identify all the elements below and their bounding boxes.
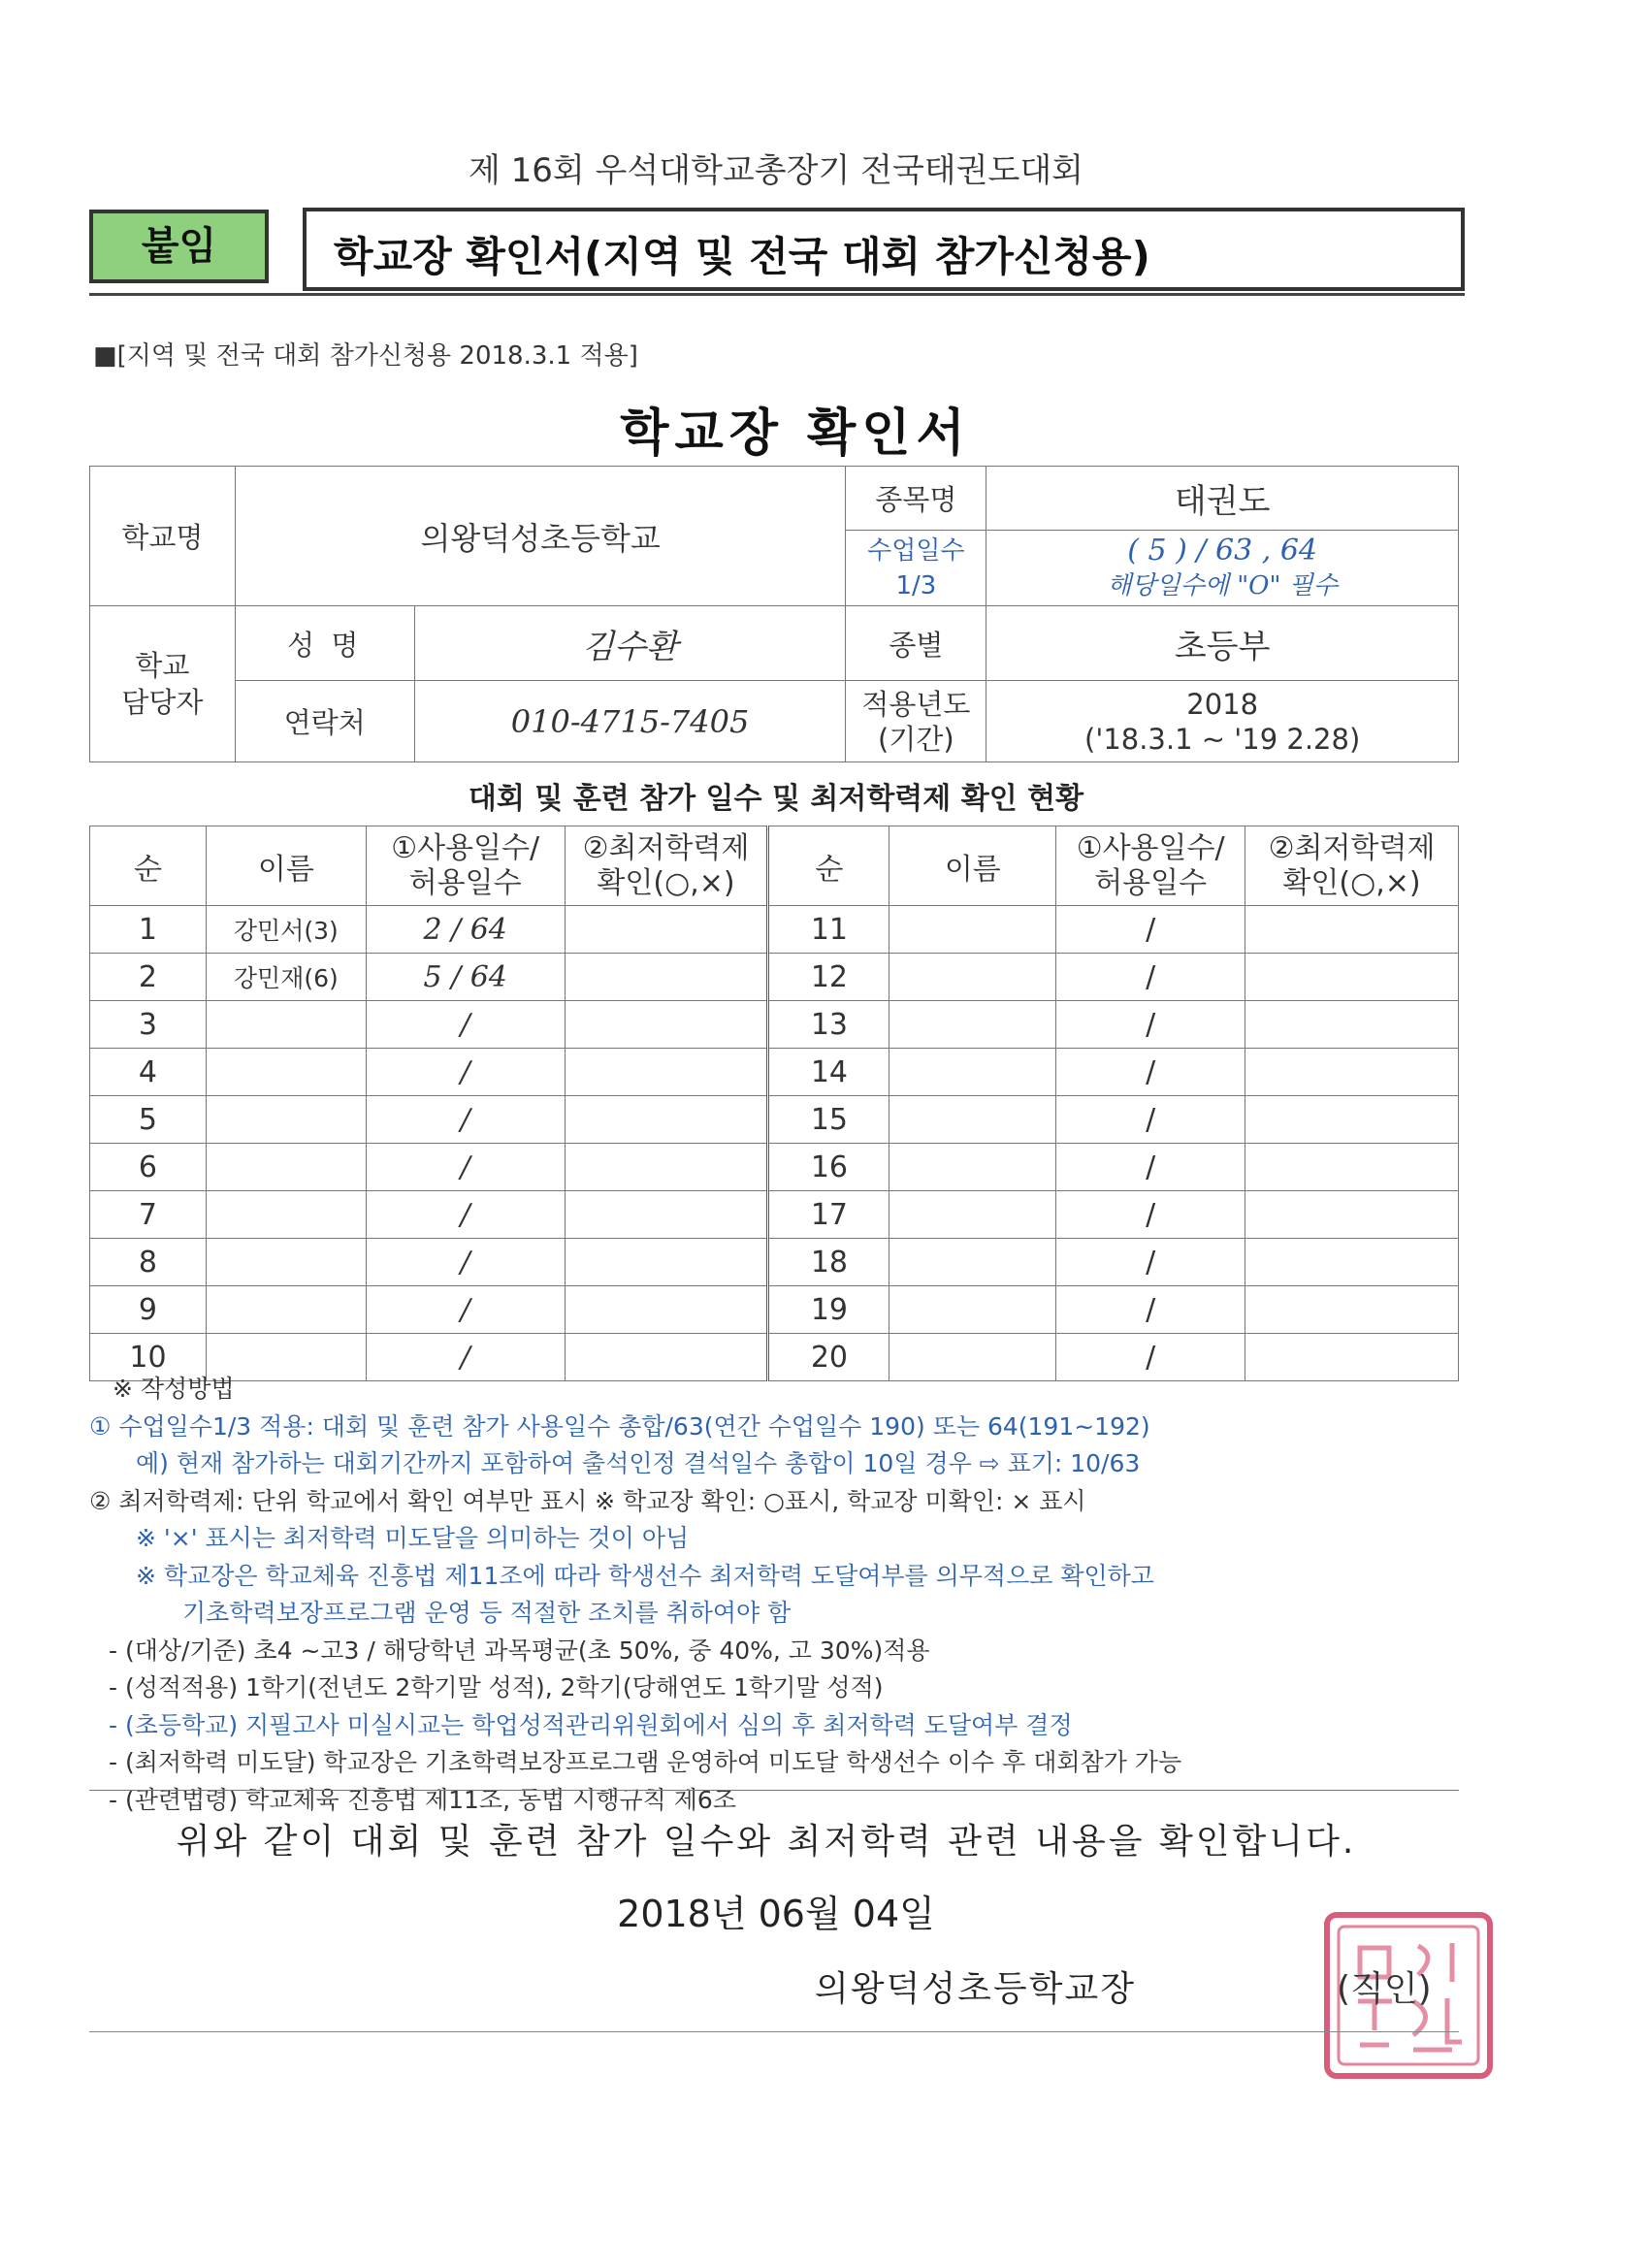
- table-row: [90, 1096, 1459, 1144]
- days-label-line2: 1/3: [895, 570, 937, 600]
- row-no: 20: [768, 1334, 889, 1381]
- days-label-line1: 수업일수: [867, 535, 965, 566]
- row-days: /: [366, 1191, 565, 1239]
- event-title: 제 16회 우석대학교총장기 전국태권도대회: [468, 151, 1084, 190]
- col-no-right: 순: [768, 826, 889, 906]
- row-days: /: [366, 1334, 565, 1381]
- row-days: /: [366, 1096, 565, 1144]
- status-heading: 대회 및 훈련 참가 일수 및 최저학력제 확인 현황: [468, 782, 1084, 816]
- note-line: - (초등학교) 지필고사 미실시교는 학업성적관리위원회에서 심의 후 최저학력 도달여부 결정: [109, 1710, 1073, 1739]
- col-check-right-line2: 확인(○,×): [1282, 865, 1421, 900]
- row-name: [206, 1001, 366, 1049]
- row-check: [565, 1144, 768, 1191]
- row-no: 2: [90, 954, 207, 1001]
- row-name: [889, 1096, 1056, 1144]
- row-days: 2 / 64: [366, 906, 565, 954]
- sport-label: 종목명: [846, 467, 986, 531]
- col-check-right-line1: ②최저학력제: [1268, 830, 1436, 865]
- col-days-right-line1: ①사용일수/: [1076, 830, 1225, 865]
- note-line: ※ 학교장은 학교체육 진흥법 제11조에 따라 학생선수 최저학력 도달여부를 의무적으로 확인하고: [136, 1561, 1154, 1590]
- attachment-tag: 붙임: [89, 210, 269, 283]
- school-value: 의왕덕성초등학교: [235, 467, 846, 606]
- row-no: 9: [90, 1286, 207, 1334]
- row-no: 18: [768, 1239, 889, 1286]
- row-check: [1245, 1049, 1459, 1096]
- row-days: /: [1056, 1096, 1245, 1144]
- row-check: [1245, 1001, 1459, 1049]
- year-value-cell: [986, 681, 1459, 762]
- row-no: 16: [768, 1144, 889, 1191]
- table-row: [90, 1001, 1459, 1049]
- row-no: 10: [90, 1334, 207, 1381]
- year-value: 2018: [1186, 687, 1259, 721]
- name-value: 김수환: [414, 606, 846, 681]
- col-check-right: [1245, 826, 1459, 906]
- row-name: [206, 1096, 366, 1144]
- note-line: ① 수업일수1/3 적용: 대회 및 훈련 참가 사용일수 총합/63(연간 수업일수 190) 또는 64(191~192): [89, 1411, 1150, 1441]
- seal-note: (직인): [1337, 1969, 1432, 2009]
- note-line: - (대상/기준) 초4 ~고3 / 해당학년 과목평균(초 50%, 중 40%, 고 30%)적용: [109, 1636, 930, 1665]
- divider: [89, 2031, 1459, 2032]
- row-days: /: [1056, 1239, 1245, 1286]
- note-line: - (최저학력 미도달) 학교장은 기초학력보장프로그램 운영하여 미도달 학생선수 이수 후 대회참가 가능: [109, 1748, 1182, 1776]
- doc-heading: 학교장 확인서(지역 및 전국 대회 참가신청용): [334, 233, 1150, 280]
- col-no: 순: [90, 826, 207, 906]
- row-name: [206, 1049, 366, 1096]
- col-check: [565, 826, 768, 906]
- row-check: [1245, 1239, 1459, 1286]
- row-check: [1245, 1096, 1459, 1144]
- row-check: [565, 906, 768, 954]
- table-row: [90, 1049, 1459, 1096]
- row-check: [565, 1286, 768, 1334]
- note-line: ② 최저학력제: 단위 학교에서 확인 여부만 표시 ※ 학교장 확인: ○표시, 학교장 미확인: × 표시: [89, 1486, 1086, 1515]
- row-name: [206, 1239, 366, 1286]
- row-days: /: [366, 1144, 565, 1191]
- row-name: [889, 1001, 1056, 1049]
- principal-name: 의왕덕성초등학교장: [815, 1969, 1136, 2009]
- school-label: 학교명: [90, 467, 236, 606]
- notes: [89, 1371, 1467, 1819]
- row-days: /: [1056, 1334, 1245, 1381]
- row-days: /: [366, 1001, 565, 1049]
- col-days-line1: ①사용일수/: [391, 830, 540, 865]
- row-check: [1245, 1144, 1459, 1191]
- contact-value: 010-4715-7405: [414, 681, 846, 762]
- days-label: [846, 531, 986, 606]
- info-table: [89, 466, 1459, 762]
- note-line: - (관련법령) 학교체육 진흥법 제11조, 동법 시행규칙 제6조: [109, 1785, 736, 1814]
- row-name: [889, 906, 1056, 954]
- row-check: [565, 1001, 768, 1049]
- col-days-line2: 허용일수: [408, 865, 522, 900]
- row-check: [1245, 1191, 1459, 1239]
- confirm-statement: 위와 같이 대회 및 훈련 참가 일수와 최저학력 관련 내용을 확인합니다.: [176, 1822, 1357, 1862]
- row-days: 5 / 64: [366, 954, 565, 1001]
- row-name: [206, 1191, 366, 1239]
- row-no: 13: [768, 1001, 889, 1049]
- row-no: 14: [768, 1049, 889, 1096]
- col-name-right: 이름: [889, 826, 1056, 906]
- row-name: [889, 1049, 1056, 1096]
- col-check-line1: ②최저학력제: [582, 830, 750, 865]
- row-no: 17: [768, 1191, 889, 1239]
- manager-label-line2: 담당자: [121, 686, 204, 719]
- col-check-line2: 확인(○,×): [597, 865, 735, 900]
- issue-date: 2018년 06월 04일: [617, 1893, 935, 1935]
- row-days: /: [366, 1239, 565, 1286]
- table-row: [90, 1191, 1459, 1239]
- apply-note: ■[지역 및 전국 대회 참가신청용 2018.3.1 적용]: [93, 341, 638, 371]
- row-name: [889, 1239, 1056, 1286]
- row-check: [1245, 1286, 1459, 1334]
- row-days: /: [1056, 1191, 1245, 1239]
- row-check: [565, 1096, 768, 1144]
- row-days: /: [1056, 1001, 1245, 1049]
- table-row: [90, 1286, 1459, 1334]
- row-days: /: [366, 1286, 565, 1334]
- row-no: 1: [90, 906, 207, 954]
- row-check: [565, 954, 768, 1001]
- row-name: 강민서(3): [206, 906, 366, 954]
- row-check: [565, 1239, 768, 1286]
- row-no: 6: [90, 1144, 207, 1191]
- row-check: [1245, 906, 1459, 954]
- division-label: 종별: [846, 606, 986, 681]
- year-label-line2: (기간): [878, 722, 954, 756]
- row-no: 5: [90, 1096, 207, 1144]
- table-row: [90, 906, 1459, 954]
- manager-label: [90, 606, 236, 762]
- name-label: 성 명: [235, 606, 414, 681]
- row-no: 4: [90, 1049, 207, 1096]
- row-days: /: [1056, 1049, 1245, 1096]
- notes-title: ※ 작성방법: [113, 1375, 235, 1403]
- doc-heading-box: [303, 208, 1465, 291]
- year-label: [846, 681, 986, 762]
- row-check: [565, 1049, 768, 1096]
- row-no: 8: [90, 1239, 207, 1286]
- note-line: 기초학력보장프로그램 운영 등 적절한 조치를 취하여야 함: [182, 1599, 792, 1627]
- row-name: [889, 954, 1056, 1001]
- divider: [89, 293, 1465, 296]
- row-no: 19: [768, 1286, 889, 1334]
- row-days: /: [1056, 906, 1245, 954]
- row-no: 11: [768, 906, 889, 954]
- days-value-cell: [986, 531, 1459, 606]
- table-row: [90, 954, 1459, 1001]
- row-no: 7: [90, 1191, 207, 1239]
- row-days: /: [1056, 1286, 1245, 1334]
- row-no: 15: [768, 1096, 889, 1144]
- year-label-line1: 적용년도: [861, 687, 971, 721]
- contact-label: 연락처: [235, 681, 414, 762]
- row-check: [565, 1191, 768, 1239]
- row-name: [206, 1144, 366, 1191]
- status-table: [89, 826, 1459, 1381]
- row-no: 12: [768, 954, 889, 1001]
- col-days-right-line2: 허용일수: [1094, 865, 1208, 900]
- row-days: /: [366, 1049, 565, 1096]
- period-value: ('18.3.1 ~ '19 2.28): [1084, 722, 1361, 756]
- main-title: 학교장 확인서: [620, 405, 971, 463]
- division-value: 초등부: [986, 606, 1459, 681]
- days-value: ( 5 ) / 63 , 64: [1127, 533, 1317, 567]
- col-days-right: [1056, 826, 1245, 906]
- sport-value: 태권도: [986, 467, 1459, 531]
- col-name: 이름: [206, 826, 366, 906]
- table-row: [90, 1144, 1459, 1191]
- row-no: 3: [90, 1001, 207, 1049]
- row-name: [889, 1286, 1056, 1334]
- row-name: [889, 1191, 1056, 1239]
- row-name: [889, 1144, 1056, 1191]
- table-row: [90, 1239, 1459, 1286]
- days-note: 해당일수에 "O" 필수: [1107, 570, 1338, 600]
- row-name: [206, 1286, 366, 1334]
- header-row: [90, 826, 1459, 906]
- manager-label-line1: 학교: [135, 649, 190, 682]
- row-days: /: [1056, 1144, 1245, 1191]
- row-name: 강민재(6): [206, 954, 366, 1001]
- divider: [89, 1790, 1459, 1791]
- col-days: [366, 826, 565, 906]
- note-line: ※ '×' 표시는 최저학력 미도달을 의미하는 것이 아님: [136, 1524, 690, 1552]
- row-check: [1245, 954, 1459, 1001]
- row-days: /: [1056, 954, 1245, 1001]
- note-line: 예) 현재 참가하는 대회기간까지 포함하여 출석인정 결석일수 총합이 10일 경우 ⇨ 표기: 10/63: [136, 1449, 1141, 1477]
- note-line: - (성적적용) 1학기(전년도 2학기말 성적), 2학기(당해연도 1학기말 성적): [109, 1673, 884, 1701]
